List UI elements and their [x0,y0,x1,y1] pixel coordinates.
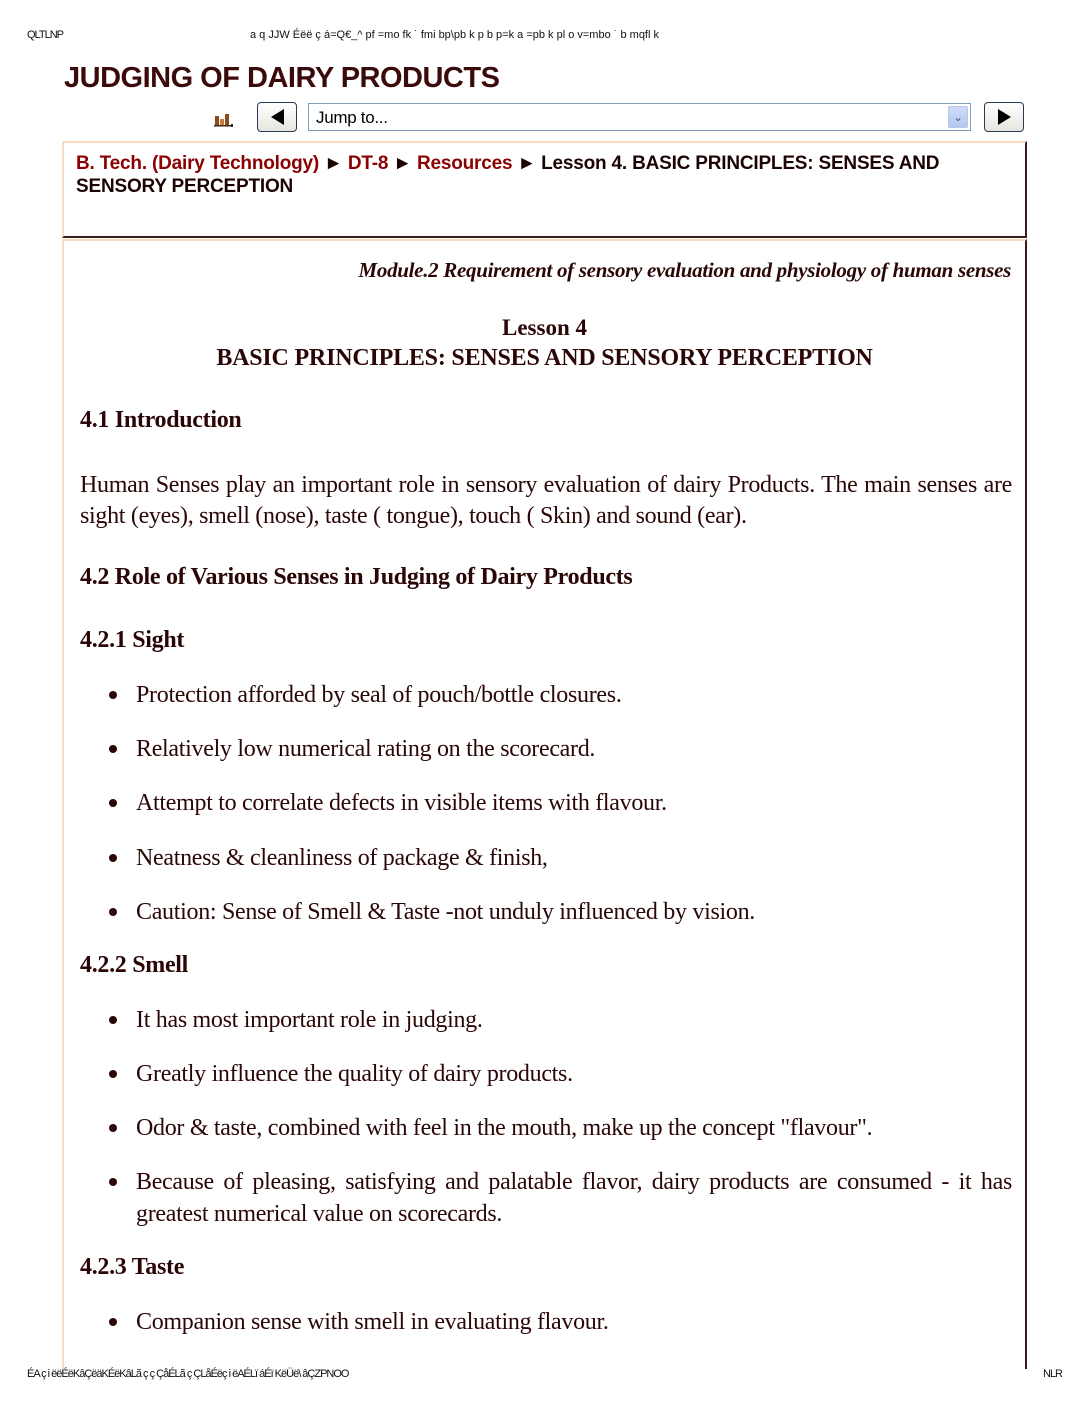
pdf-page-ref: QLTLNP [27,29,63,41]
chevron-down-icon[interactable]: ⌄ [948,106,968,128]
sight-heading: 4.2.1 Sight [80,627,185,653]
breadcrumb-resources[interactable]: Resources [416,153,513,174]
breadcrumb [62,141,1027,238]
list-item: Caution: Sense of Smell & Taste -not unduly influenced by vision. [136,896,1012,928]
lesson-content [62,239,1027,1369]
smell-heading: 4.2.2 Smell [80,952,189,978]
bar-chart-icon[interactable] [214,110,234,128]
list-item: Relatively low numerical rating on the scorecard. [136,733,1012,765]
lesson-title: BASIC PRINCIPLES: SENSES AND SENSORY PERCEPTION [216,345,873,371]
site-title: JUDGING OF DAIRY PRODUCTS [64,62,500,94]
breadcrumb-separator: ► [393,153,417,174]
pdf-page-number: NLR [1043,1368,1063,1380]
list-item: Companion sense with smell in evaluating flavour. [136,1306,1012,1338]
role-heading: 4.2 Role of Various Senses in Judging of Dairy Products [80,564,633,590]
triangle-right-icon [998,109,1011,125]
list-item: Because of pleasing, satisfying and palatable flavor, dairy products are consumed - it has greatest numerical value on scorecards. [136,1166,1012,1230]
breadcrumb-dt8[interactable]: DT-8 [347,153,389,174]
pdf-footer-url: ÉA ç i ëëÉëKâÇëäKÉëKâLã ç ç ÇåÉLã ç ÇLåÉëç i ëAÉLï áÉï KëÜë\ âÇZPNOO [27,1368,349,1380]
pdf-header-url: a q JJW Éëë ç á=Q€_^ pf =mo fk ˙ fmi bp\pb k p b p=k a =pb k pl o v=mbo ˙ b mqfl k [250,29,659,41]
list-item: Greatly influence the quality of dairy products. [136,1058,1012,1090]
list-item: Attempt to correlate defects in visible items with flavour. [136,787,1012,819]
taste-heading: 4.2.3 Taste [80,1254,185,1280]
breadcrumb-current: Lesson 4. BASIC PRINCIPLES: SENSES AND SENSORY PERCEPTION [76,153,940,197]
breadcrumb-separator: ► [517,153,542,174]
next-button[interactable] [984,102,1024,132]
list-item: Odor & taste, combined with feel in the mouth, make up the concept "flavour". [136,1112,1012,1144]
intro-heading: 4.1 Introduction [80,407,242,433]
intro-paragraph: Human Senses play an important role in sensory evaluation of dairy Products. The main senses are sight (eyes), smell (nose), taste ( tongue), touch ( Skin) and sound (ear). [80,472,1012,529]
list-item: Protection afforded by seal of pouch/bottle closures. [136,679,1012,711]
list-item: Neatness & cleanliness of package & finish, [136,842,1012,874]
triangle-left-icon [271,109,284,125]
jump-to-value: Jump to... [316,108,388,127]
navigation-bar [212,102,1024,132]
previous-button[interactable] [257,102,297,132]
module-title: Module.2 Requirement of sensory evaluation and physiology of human senses [358,258,1011,282]
breadcrumb-course[interactable]: B. Tech. (Dairy Technology) [76,153,320,174]
lesson-number: Lesson 4 [502,315,587,340]
breadcrumb-separator: ► [324,153,348,174]
list-item: It has most important role in judging. [136,1004,1012,1036]
jump-to-select[interactable] [308,103,971,131]
